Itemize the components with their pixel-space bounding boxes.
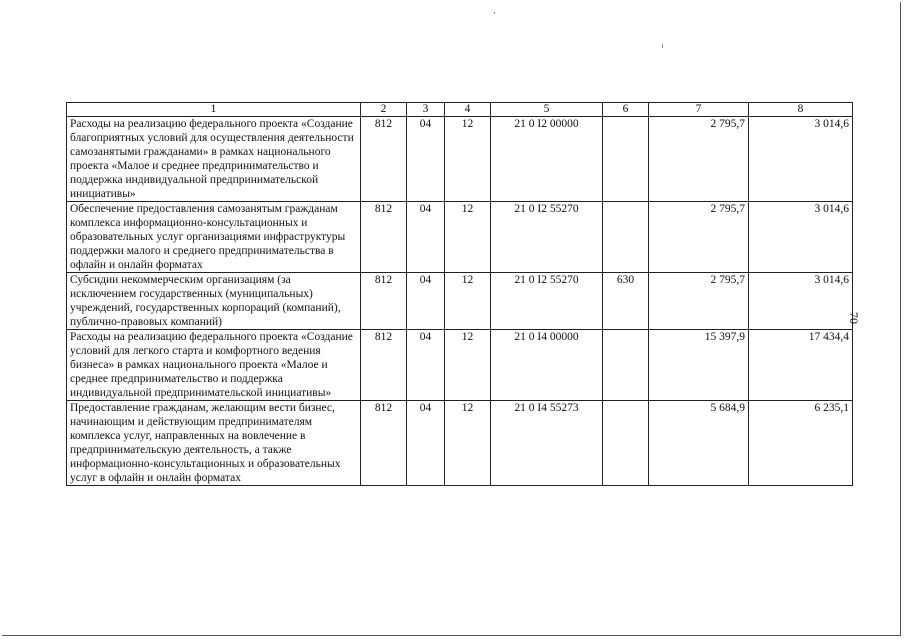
table-row (67, 117, 853, 202)
expense-name: Расходы на реализацию федерального проекта «Создание благоприятных условий для осуществления деятельности самозанятыми гражданами» в рамках национального проекта «Малое и среднее предпринимательство и поддержка индивидуальной предпринимательской инициативы» (67, 117, 361, 202)
table-row (67, 202, 853, 273)
amount-col8: 3 014,6 (749, 202, 853, 273)
section-code: 04 (407, 202, 445, 273)
expense-name: Предоставление гражданам, желающим вести бизнес, начинающим и действующим предпринимателям комплекса услуг, направленных на вовлечение в предпринимательскую деятельность, а также информационно-консультационных и образовательных услуг в офлайн и онлайн форматах (67, 401, 361, 486)
header-cell: 5 (491, 103, 603, 117)
subsection-code: 12 (445, 273, 491, 330)
expense-type-code (603, 117, 649, 202)
header-cell: 1 (67, 103, 361, 117)
amount-col8: 6 235,1 (749, 401, 853, 486)
ministry-code: 812 (361, 401, 407, 486)
header-cell: 8 (749, 103, 853, 117)
table-row (67, 401, 853, 486)
target-article-code: 21 0 I2 55270 (491, 202, 603, 273)
expense-type-code: 630 (603, 273, 649, 330)
target-article-code: 21 0 I4 00000 (491, 330, 603, 401)
target-article-code: 21 0 I4 55273 (491, 401, 603, 486)
page-number: 70 (847, 312, 861, 324)
expense-type-code (603, 401, 649, 486)
ministry-code: 812 (361, 117, 407, 202)
header-cell: 3 (407, 103, 445, 117)
ministry-code: 812 (361, 273, 407, 330)
amount-col7: 2 795,7 (649, 117, 749, 202)
subsection-code: 12 (445, 401, 491, 486)
amount-col8: 3 014,6 (749, 273, 853, 330)
amount-col8: 17 434,4 (749, 330, 853, 401)
table-row (67, 273, 853, 330)
amount-col7: 2 795,7 (649, 273, 749, 330)
header-cell: 4 (445, 103, 491, 117)
target-article-code: 21 0 I2 00000 (491, 117, 603, 202)
section-code: 04 (407, 117, 445, 202)
expense-name: Обеспечение предоставления самозанятым гражданам комплекса информационно-консультационных и образовательных услуг организациями инфраструктуры поддержки малого и среднего предпринимательства в офлайн и онлайн форматах (67, 202, 361, 273)
target-article-code: 21 0 I2 55270 (491, 273, 603, 330)
table-row (67, 330, 853, 401)
expense-name: Субсидии некоммерческим организациям (за исключением государственных (муниципальных) учреждений, государственных корпораций (компаний), публично-правовых компаний) (67, 273, 361, 330)
expense-type-code (603, 202, 649, 273)
amount-col7: 2 795,7 (649, 202, 749, 273)
ministry-code: 812 (361, 202, 407, 273)
header-cell: 6 (603, 103, 649, 117)
subsection-code: 12 (445, 330, 491, 401)
expense-type-code (603, 330, 649, 401)
section-code: 04 (407, 273, 445, 330)
amount-col7: 15 397,9 (649, 330, 749, 401)
header-cell: 7 (649, 103, 749, 117)
subsection-code: 12 (445, 117, 491, 202)
section-code: 04 (407, 330, 445, 401)
ministry-code: 812 (361, 330, 407, 401)
expense-name: Расходы на реализацию федерального проекта «Создание условий для легкого старта и комфортного ведения бизнеса» в рамках национального проекта «Малое и среднее предпринимательство и поддержка индивидуальной предпринимательской инициативы» (67, 330, 361, 401)
subsection-code: 12 (445, 202, 491, 273)
amount-col8: 3 014,6 (749, 117, 853, 202)
amount-col7: 5 684,9 (649, 401, 749, 486)
section-code: 04 (407, 401, 445, 486)
scan-speck (494, 12, 495, 14)
budget-table (66, 102, 853, 486)
scan-speck (662, 44, 663, 48)
header-row (67, 103, 853, 117)
header-cell: 2 (361, 103, 407, 117)
